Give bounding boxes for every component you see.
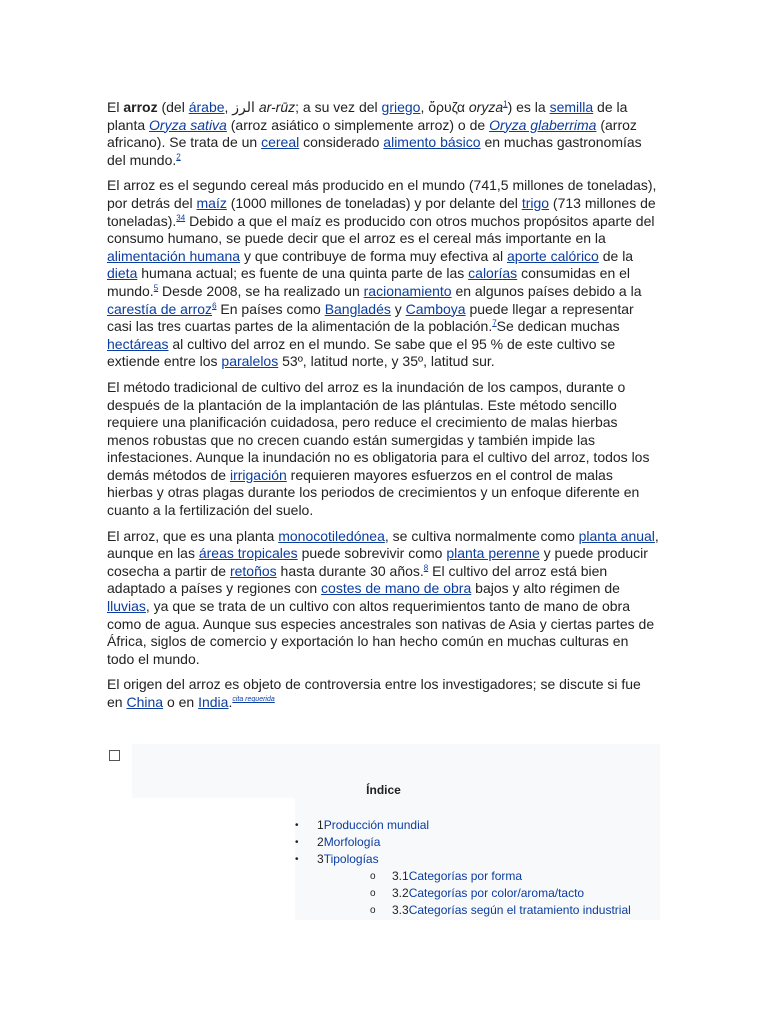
link-banglades[interactable]: Bangladés — [324, 300, 391, 317]
link-paralelos[interactable]: paralelos — [221, 353, 279, 370]
link-irrigacion[interactable]: irrigación — [229, 466, 287, 483]
toc-bullet: • — [295, 854, 299, 865]
paragraph-botany: El arroz, que es una planta monocotiledónea, se cultiva normalmente como planta anual, aunque en las áreas tropicales puede sobrevivir como planta perenne y puede producir cosecha a partir de retoños hasta durante 30 años.$^8$ El cultivo del arroz está bien adaptado a países y regiones con costes de mano de obra bajos y alto régimen de lluvias, ya que se trata de un cultivo con altos requerimientos tanto de mano de obra como de agua. Aunque sus especies ancestrales son nativas de Asia y ciertas partes de África, siglos de comercio y exportación lo han hecho común en muchas culturas en todo el mundo. — [107, 527, 659, 667]
link-griego[interactable]: griego — [381, 99, 421, 115]
toc-item-1[interactable]: • 1Producción mundial — [295, 818, 430, 832]
link-costes-mano-de-obra[interactable]: costes de mano de obra — [321, 580, 472, 597]
toc-bullet: o — [370, 905, 376, 916]
link-aporte-calorico[interactable]: aporte calórico — [507, 247, 599, 264]
ref-7[interactable]: 7 — [492, 318, 497, 328]
toc-bullet: • — [295, 837, 299, 848]
term-arroz: arroz — [123, 99, 158, 115]
link-india[interactable]: India — [198, 694, 229, 710]
toc-link[interactable]: Categorías por color/aroma/tacto — [408, 886, 585, 900]
toc-link[interactable]: Tipologías — [323, 852, 379, 866]
link-camboya[interactable]: Camboya — [405, 300, 466, 317]
ref-5[interactable]: 5 — [153, 283, 159, 293]
toc-bullet: o — [370, 871, 376, 882]
link-calorias[interactable]: calorías — [468, 265, 518, 282]
toc-item-3-3[interactable]: o 3.3Categorías según el tratamiento industrial — [370, 903, 631, 917]
toc-link[interactable]: Categorías por forma — [408, 869, 523, 883]
ref-2[interactable]: 2 — [176, 152, 181, 162]
toc-bullet: o — [370, 888, 376, 899]
toc-link[interactable]: Categorías según el tratamiento industrial — [408, 903, 631, 917]
link-arabe[interactable]: árabe — [188, 99, 225, 115]
link-dieta[interactable]: dieta — [107, 265, 138, 282]
ref-6[interactable]: 6 — [212, 300, 217, 310]
greek-word: ὄρυζα — [428, 99, 465, 115]
link-maiz[interactable]: maíz — [196, 194, 227, 211]
ref-34[interactable]: 34 — [176, 212, 186, 222]
link-cereal[interactable]: cereal — [261, 134, 300, 151]
link-hectareas[interactable]: hectáreas — [107, 335, 169, 352]
paragraph-origin: El origen del arroz es objeto de controversia entre los investigadores; se discute si fue en China o en India.$^{cita requerida}$ — [107, 676, 641, 710]
link-monocotiledonea[interactable]: monocotiledónea — [278, 527, 385, 544]
link-planta-anual[interactable]: planta anual — [578, 527, 655, 544]
toc-item-3-1[interactable]: o 3.1Categorías por forma — [370, 869, 523, 883]
ref-8[interactable]: 8 — [423, 563, 429, 573]
link-alimento-basico[interactable]: alimento básico — [383, 134, 481, 151]
toc-link[interactable]: Morfología — [323, 835, 381, 849]
paragraph-intro: El arroz (del árabe, الرز ar-rūz; a su vez del griego, ὄρυζα oryza$^1$) es la semilla de la planta Oryza sativa (arroz asiático o simplemente arroz) o de Oryza glaberrima (arroz africano). Se trata de un cereal considerado alimento básico en muchas gastronomías del mundo.$^2$ — [107, 99, 642, 168]
toc-title: Índice — [366, 783, 401, 797]
link-planta-perenne[interactable]: planta perenne — [446, 545, 540, 562]
ref-cita-requerida[interactable]: cita requerida — [232, 696, 275, 704]
link-trigo[interactable]: trigo — [521, 194, 550, 211]
toc-item-3-2[interactable]: o 3.2Categorías por color/aroma/tacto — [370, 886, 585, 900]
link-alimentacion-humana[interactable]: alimentación humana — [107, 247, 241, 264]
paragraph-cultivation: El método tradicional de cultivo del arroz es la inundación de los campos, durante o después de la plantación de la implantación de las plántulas. Este método sencillo requiere una planificación cuidadosa, pero reduce el crecimiento de malas hierbas menos robustas que no crecen cuando están sumergidas y también impide las infestaciones. Aunque la inundación no es obligatoria para el cultivo del arroz, todos los demás métodos de irrigación requieren mayores esfuerzos en el control de malas hierbas y otras plagas durante los periodos de crecimientos y un enfoque diferente en cuanto a la fertilización del suelo. — [107, 378, 650, 519]
ref-1[interactable]: 1 — [503, 99, 508, 109]
link-china[interactable]: China — [126, 694, 164, 710]
toc-toggle-checkbox[interactable] — [109, 750, 120, 761]
article-body — [107, 99, 659, 720]
link-retonos[interactable]: retoños — [229, 562, 277, 579]
link-carestia-de-arroz[interactable]: carestía de arroz — [107, 300, 213, 317]
paragraph-production: El arroz es el segundo cereal más producido en el mundo (741,5 millones de toneladas), por detrás del maíz (1000 millones de toneladas) y por delante del trigo (713 millones de toneladas).$^{34}$ Debido a que el maíz es producido con otros muchos propósitos aparte del consumo humano, se puede decir que el arroz es el cereal más importante en la alimentación humana y que contribuye de forma muy efectiva al aporte calórico de la dieta humana actual; es fuente de una quinta parte de las calorías consumidas en el mundo.$^5$ Desde 2008, se ha realizado un racionamiento en algunos países debido a la carestía de arroz$^6$ En países como Bangladés y Camboya puede llegar a representar casi las tres cuartas partes de la alimentación de la población.$^7$Se dedican muchas hectáreas al cultivo del arroz en el mundo. Se sabe que el 95 % de este cultivo se extiende entre los paralelos 53º, latitud norte, y 35º, latitud sur. — [107, 177, 657, 370]
link-lluvias[interactable]: lluvias — [107, 598, 146, 615]
toc-item-3[interactable]: • 3Tipologías — [295, 852, 379, 866]
link-racionamiento[interactable]: racionamiento — [363, 282, 452, 299]
toc-box — [295, 798, 660, 920]
link-areas-tropicales[interactable]: áreas tropicales — [198, 545, 298, 562]
toc-bullet: • — [295, 820, 299, 831]
arabic-word: الرز — [232, 99, 255, 115]
toc-item-2[interactable]: • 2Morfología — [295, 835, 381, 849]
link-oryza-sativa[interactable]: Oryza sativa — [149, 116, 227, 133]
link-semilla[interactable]: semilla — [549, 99, 594, 115]
link-oryza-glaberrima[interactable]: Oryza glaberrima — [489, 116, 597, 133]
toc-link[interactable]: Producción mundial — [323, 818, 430, 832]
